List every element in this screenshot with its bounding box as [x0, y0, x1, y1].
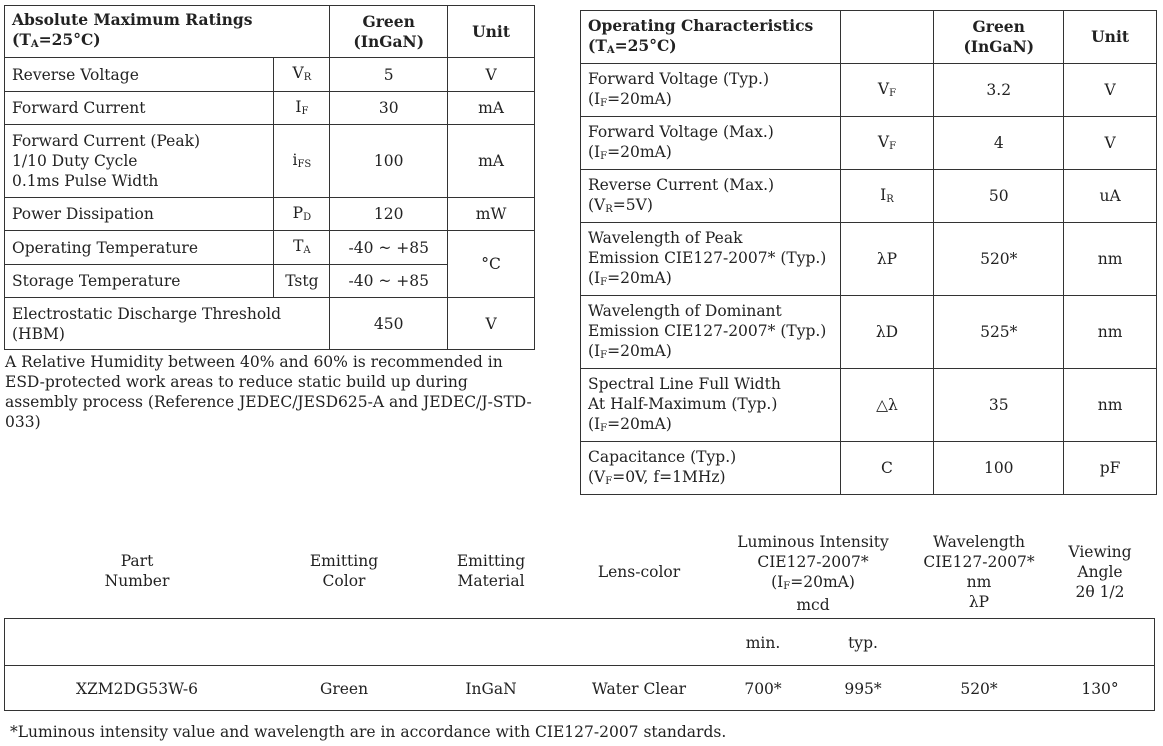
unit: °C — [448, 231, 535, 298]
lum-min-value: 700* — [744, 680, 782, 698]
symbol: △λ — [840, 369, 934, 442]
unit: mA — [448, 125, 535, 198]
table-row — [5, 92, 535, 125]
table-row — [581, 117, 1157, 170]
table-row — [5, 298, 535, 350]
value: 450 — [330, 298, 448, 350]
oc-symbol-header — [840, 11, 934, 64]
unit: mA — [448, 92, 535, 125]
header-part-number: Part Number — [104, 552, 170, 590]
symbol: $V_F$ — [840, 64, 934, 117]
value: 3.2 — [934, 64, 1064, 117]
unit: V — [1064, 117, 1157, 170]
table-row — [581, 223, 1157, 296]
param-label: Forward Current (Peak) 1/10 Duty Cycle 0.1ms Pulse Width — [5, 125, 274, 198]
min-label: min. — [745, 634, 781, 652]
lens-color-value: Water Clear — [591, 680, 687, 698]
wavelength-value: 520* — [960, 680, 998, 698]
table-row — [5, 125, 535, 198]
unit: uA — [1064, 170, 1157, 223]
oc-title-cell — [581, 11, 841, 64]
header-luminous-intensity: Luminous Intensity CIE127-2007* $(I_F=20mA)$ mcd — [737, 533, 889, 614]
header-viewing-angle: Viewing Angle 2θ 1/2 — [1068, 543, 1132, 601]
symbol: $I_R$ — [840, 170, 934, 223]
symbol: $V_R$ — [274, 58, 330, 92]
table-row — [581, 369, 1157, 442]
absolute-max-ratings-table — [4, 5, 535, 350]
lum-typ-value: 995* — [844, 680, 882, 698]
param-label: Wavelength of Peak Emission CIE127-2007* (Typ.) $(I_F=20mA)$ — [581, 223, 841, 296]
value: -40 ~ +85 — [330, 265, 448, 298]
symbol: $V_F$ — [840, 117, 934, 170]
table-row — [5, 58, 535, 92]
param-label: Reverse Current (Max.) $(V_R=5V)$ — [581, 170, 841, 223]
table-row — [581, 170, 1157, 223]
table-row — [5, 231, 535, 265]
header-emitting-material: Emitting Material — [456, 552, 526, 590]
param-label: Capacitance (Typ.) ($V_F=0V$, f=1MHz) — [581, 442, 841, 495]
value: -40 ~ +85 — [330, 231, 448, 265]
amr-condition: $(T_A=25^\circ C)$ — [12, 30, 101, 50]
emitting-color-value: Green — [319, 680, 369, 698]
symbol: $i_{FS}$ — [274, 125, 330, 198]
symbol: Tstg — [274, 265, 330, 298]
value: 100 — [934, 442, 1064, 495]
value: 4 — [934, 117, 1064, 170]
emitting-material-value: InGaN — [465, 680, 517, 698]
part-table-divider — [4, 665, 1155, 666]
param-label: Electrostatic Discharge Threshold (HBM) — [5, 298, 330, 350]
param-label: Forward Voltage (Max.) $(I_F=20mA)$ — [581, 117, 841, 170]
amr-title: Absolute Maximum Ratings — [12, 10, 253, 29]
symbol: λD — [840, 296, 934, 369]
param-label: Power Dissipation — [5, 198, 274, 231]
oc-green-header: Green (InGaN) — [934, 11, 1064, 64]
table-row — [581, 442, 1157, 495]
value: 525* — [934, 296, 1064, 369]
symbol: λP — [840, 223, 934, 296]
header-wavelength: Wavelength CIE127-2007* nm λP — [923, 533, 1035, 611]
symbol: $T_A$ — [274, 231, 330, 265]
unit: V — [448, 298, 535, 350]
header-emitting-color: Emitting Color — [309, 552, 379, 590]
value: 120 — [330, 198, 448, 231]
param-label: Reverse Voltage — [5, 58, 274, 92]
symbol: $I_F$ — [274, 92, 330, 125]
symbol: C — [840, 442, 934, 495]
value: 50 — [934, 170, 1064, 223]
unit: V — [1064, 64, 1157, 117]
oc-condition: $(T_A=25^\circ C)$ — [588, 35, 677, 56]
amr-green-header: Green (InGaN) — [330, 6, 448, 58]
table-row — [5, 198, 535, 231]
param-label: Storage Temperature — [5, 265, 274, 298]
unit: pF — [1064, 442, 1157, 495]
viewing-angle-value: 130° — [1081, 680, 1119, 698]
unit: V — [448, 58, 535, 92]
esd-note: A Relative Humidity between 40% and 60% is recommended in ESD-protected work areas to reduce static build up during assembly process (Reference JEDEC/JESD625-A and JEDEC/J-STD-033) — [5, 353, 532, 431]
oc-title: Operating Characteristics — [588, 15, 814, 35]
table-row — [581, 296, 1157, 369]
amr-title-cell — [5, 6, 330, 58]
param-label: Operating Temperature — [5, 231, 274, 265]
typ-label: typ. — [848, 634, 878, 652]
unit: mW — [448, 198, 535, 231]
footnote: *Luminous intensity value and wavelength are in accordance with CIE127-2007 standards. — [10, 723, 727, 741]
operating-characteristics-table — [580, 10, 1157, 495]
value: 100 — [330, 125, 448, 198]
param-label: Spectral Line Full Width At Half-Maximum (Typ.) $(I_F=20mA)$ — [581, 369, 841, 442]
value: 520* — [934, 223, 1064, 296]
part-number-value: XZM2DG53W-6 — [76, 680, 198, 698]
amr-unit-header: Unit — [448, 6, 535, 58]
param-label: Wavelength of Dominant Emission CIE127-2007* (Typ.) $(I_F=20mA)$ — [581, 296, 841, 369]
param-label: Forward Voltage (Typ.) $(I_F=20mA)$ — [581, 64, 841, 117]
param-label: Forward Current — [5, 92, 274, 125]
unit: nm — [1064, 296, 1157, 369]
value: 35 — [934, 369, 1064, 442]
table-row — [581, 64, 1157, 117]
unit: nm — [1064, 223, 1157, 296]
oc-unit-header: Unit — [1064, 11, 1157, 64]
value: 30 — [330, 92, 448, 125]
header-lens-color: Lens-color — [597, 563, 681, 581]
value: 5 — [330, 58, 448, 92]
unit: nm — [1064, 369, 1157, 442]
symbol: $P_D$ — [274, 198, 330, 231]
